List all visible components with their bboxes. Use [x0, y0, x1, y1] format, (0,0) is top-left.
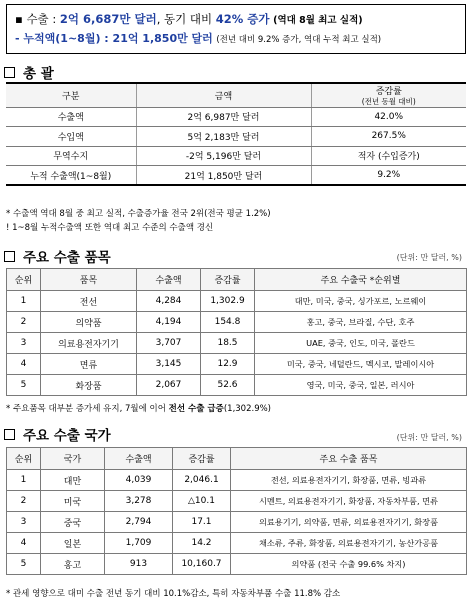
cell-rate: 1,302.9 [201, 291, 255, 312]
cell-amount: -2억 5,196만 달러 [136, 146, 311, 166]
cell-rate: △10.1 [173, 491, 231, 512]
items-title-text: 주요 수출 품목 [23, 250, 111, 266]
col-header-rate: 증감률 [201, 269, 255, 291]
table-row [6, 127, 466, 147]
cell-item: 전선 [41, 291, 137, 312]
table-row [7, 533, 467, 554]
cell-items: 전선, 의료용전자기기, 화장품, 면류, 빙과류 [231, 470, 467, 491]
table-row [7, 470, 467, 491]
summary-cumulative-line [15, 30, 457, 49]
summary-cumulative-value: 21억 1,850만 달러 [112, 32, 213, 45]
summary-export-label: 수출 : [26, 12, 60, 26]
cell-export: 1,709 [105, 533, 173, 554]
cell-rate: 42.0% [311, 107, 466, 127]
cell-rate: 154.8 [201, 312, 255, 333]
cell-countries: 대만, 미국, 중국, 싱가포르, 노르웨이 [255, 291, 467, 312]
items-note-post: (1,302.9%) [223, 404, 271, 414]
overview-header-row [6, 83, 466, 107]
cell-rank: 5 [7, 554, 41, 575]
overview-title-text: 총 괄 [23, 66, 54, 82]
col-header-countries: 주요 수출국 *순위별 [255, 269, 467, 291]
cell-items: 채소류, 주류, 화장품, 의료용전자기기, 농산가공품 [231, 533, 467, 554]
cell-export: 913 [105, 554, 173, 575]
cell-items: 의료용기기, 의약품, 면류, 의료용전자기기, 화장품 [231, 512, 467, 533]
cell-category: 누적 수출액(1~8월) [6, 166, 136, 186]
cell-rate: 10,160.7 [173, 554, 231, 575]
square-icon [4, 251, 15, 262]
cell-export: 4,194 [137, 312, 201, 333]
countries-note: * 관세 영향으로 대미 수출 전년 동기 대비 10.1%감소, 특히 자동차부품 수출 11.8% 감소 [6, 589, 341, 599]
overview-table [6, 82, 466, 186]
summary-export-note: (역대 8월 최고 실적) [273, 15, 363, 26]
table-row [7, 333, 467, 354]
table-row [7, 554, 467, 575]
cell-rate: 18.5 [201, 333, 255, 354]
col-header-rank: 순위 [7, 448, 41, 470]
col-header-item: 품목 [41, 269, 137, 291]
table-row [7, 375, 467, 396]
cell-rank: 3 [7, 333, 41, 354]
col-header-rate-sub: (전년 동월 대비) [361, 97, 416, 107]
cell-export: 2,794 [105, 512, 173, 533]
countries-unit-label: (단위: 만 달러, %) [396, 433, 462, 442]
cell-rank: 2 [7, 312, 41, 333]
table-row [7, 354, 467, 375]
cell-item: 의료용전자기기 [41, 333, 137, 354]
cell-rate: 적자 (수입증가) [311, 146, 466, 166]
cell-item: 화장품 [41, 375, 137, 396]
table-row [6, 107, 466, 127]
cell-countries: UAE, 중국, 인도, 미국, 폴란드 [255, 333, 467, 354]
summary-export-line [15, 10, 457, 30]
countries-title-text: 주요 수출 국가 [23, 428, 111, 444]
cell-export: 4,284 [137, 291, 201, 312]
items-note [6, 402, 271, 416]
cell-export: 2,067 [137, 375, 201, 396]
table-row [6, 166, 466, 186]
col-header-country: 국가 [41, 448, 105, 470]
summary-export-value: 2억 6,687만 달러 [59, 12, 157, 26]
cell-category: 무역수지 [6, 146, 136, 166]
countries-table [6, 447, 467, 575]
cell-country: 중국 [41, 512, 105, 533]
summary-cumulative-note: (전년 대비 9.2% 증가, 역대 누적 최고 실적) [216, 35, 382, 45]
col-header-category: 구분 [6, 83, 136, 107]
cell-amount: 2억 6,987만 달러 [136, 107, 311, 127]
cell-rate: 14.2 [173, 533, 231, 554]
col-header-rate [311, 83, 466, 107]
items-header-row [7, 269, 467, 291]
cell-rate: 52.6 [201, 375, 255, 396]
col-header-amount: 금액 [136, 83, 311, 107]
cell-country: 미국 [41, 491, 105, 512]
cell-rank: 4 [7, 533, 41, 554]
overview-notes [6, 207, 271, 235]
items-note-bold: 전선 수출 급증 [168, 404, 224, 414]
square-icon [4, 67, 15, 78]
items-section-title [4, 246, 111, 266]
table-row [7, 512, 467, 533]
countries-header-row [7, 448, 467, 470]
items-table [6, 268, 467, 396]
cell-countries: 영국, 미국, 중국, 일본, 러시아 [255, 375, 467, 396]
overview-section-title [4, 62, 54, 82]
cell-rank: 1 [7, 291, 41, 312]
overview-note-1: * 수출액 역대 8월 중 최고 실적, 수출증가율 전국 2위(전국 평균 1.2%) [6, 209, 271, 219]
items-note-pre: * 주요품목 대부분 증가세 유지, [6, 404, 125, 414]
cell-export: 3,145 [137, 354, 201, 375]
cell-rank: 2 [7, 491, 41, 512]
cell-countries: 홍고, 중국, 브라질, 수단, 호주 [255, 312, 467, 333]
cell-category: 수출액 [6, 107, 136, 127]
cell-rank: 3 [7, 512, 41, 533]
summary-box [6, 4, 466, 54]
cell-export: 3,278 [105, 491, 173, 512]
cell-countries: 미국, 중국, 네덜란드, 멕시코, 말레이시아 [255, 354, 467, 375]
overview-note-2: ! 1~8월 누적수출액 또한 역대 최고 수준의 수출액 경신 [6, 223, 214, 233]
cell-export: 3,707 [137, 333, 201, 354]
col-header-rate: 증감률 [173, 448, 231, 470]
summary-cumulative-label: - 누적액(1~8월) : [15, 32, 113, 45]
cell-item: 면류 [41, 354, 137, 375]
cell-country: 일본 [41, 533, 105, 554]
countries-section-title [4, 424, 111, 444]
items-unit-label: (단위: 만 달러, %) [396, 253, 462, 262]
col-header-export: 수출액 [137, 269, 201, 291]
cell-rate: 9.2% [311, 166, 466, 186]
cell-rank: 5 [7, 375, 41, 396]
items-note-mid: 7월에 이어 [125, 404, 169, 414]
table-row [7, 312, 467, 333]
col-header-rate-main: 증감률 [375, 87, 402, 98]
cell-rate: 267.5% [311, 127, 466, 147]
table-row [6, 146, 466, 166]
summary-export-rate: 42% 증가 [215, 12, 270, 26]
bullet-icon: ▪ [15, 12, 23, 26]
cell-items: 의약품 (전국 수출 99.6% 차지) [231, 554, 467, 575]
cell-amount: 5억 2,183만 달러 [136, 127, 311, 147]
cell-category: 수입액 [6, 127, 136, 147]
cell-amount: 21억 1,850만 달러 [136, 166, 311, 186]
cell-export: 4,039 [105, 470, 173, 491]
cell-country: 홍고 [41, 554, 105, 575]
square-icon [4, 429, 15, 440]
cell-rank: 1 [7, 470, 41, 491]
summary-export-mid: , 동기 대비 [156, 12, 216, 26]
table-row [7, 491, 467, 512]
cell-rate: 17.1 [173, 512, 231, 533]
cell-items: 시멘트, 의료용전자기기, 화장품, 자동차부품, 면류 [231, 491, 467, 512]
table-row [7, 291, 467, 312]
col-header-items: 주요 수출 품목 [231, 448, 467, 470]
cell-item: 의약품 [41, 312, 137, 333]
cell-rate: 12.9 [201, 354, 255, 375]
col-header-export: 수출액 [105, 448, 173, 470]
cell-rate: 2,046.1 [173, 470, 231, 491]
cell-rank: 4 [7, 354, 41, 375]
cell-country: 대만 [41, 470, 105, 491]
col-header-rank: 순위 [7, 269, 41, 291]
